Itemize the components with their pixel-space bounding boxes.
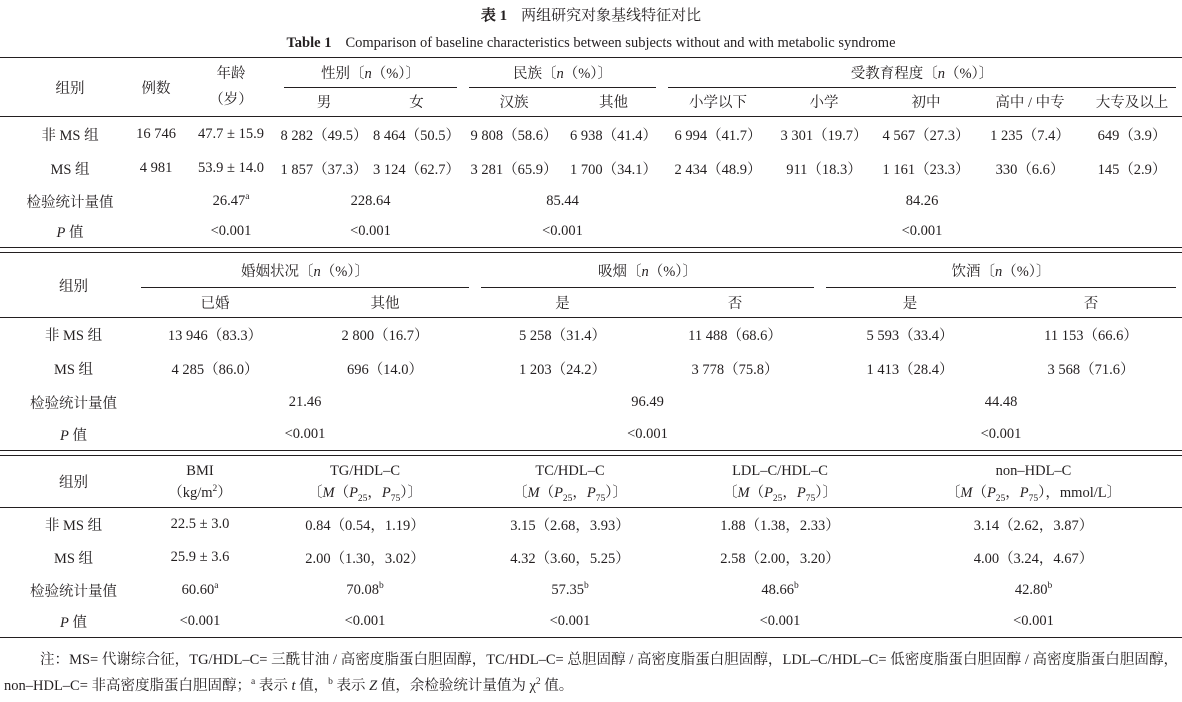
cell-male: 8 282（49.5） <box>278 117 370 152</box>
table-title-en <box>0 32 1182 54</box>
col-header-below-primary: 小学以下 <box>689 95 747 112</box>
italic-text: t <box>291 678 296 694</box>
cell-tc-hdl: 4.32（3.60，5.25） <box>510 550 630 567</box>
text-run: 57.35 <box>551 581 584 598</box>
stat-sex: 228.64 <box>350 192 391 209</box>
subscript: 75 <box>805 493 816 504</box>
cell-below-primary: 6 994（41.7） <box>662 117 774 152</box>
stat-education: 84.26 <box>905 192 939 209</box>
table-label-cn: 表 1 <box>480 8 508 24</box>
superscript: b <box>378 580 384 591</box>
cell-smoking-yes: 5 258（31.4） <box>475 318 650 352</box>
cell-primary: 3 301（19.7） <box>774 117 874 152</box>
col-header-ldl-hdl-line2 <box>675 482 885 504</box>
table-row-ms <box>0 541 1182 574</box>
cell-senior-high: 330（6.6） <box>995 162 1065 178</box>
italic-text: Z <box>369 678 378 694</box>
cell-han: 9 808（58.6） <box>463 117 565 152</box>
col-header-junior-high: 初中 <box>911 95 941 112</box>
col-header-primary: 小学 <box>809 95 839 112</box>
row-label: MS 组 <box>53 362 94 378</box>
italic-text: P <box>986 484 996 501</box>
text-run: 60.60 <box>181 581 215 598</box>
row-label: 检验统计量值 <box>30 583 117 600</box>
table-footnote <box>4 647 1178 699</box>
stat-tg-hdl <box>265 574 465 607</box>
text-run: （%）〕 <box>648 263 698 280</box>
text-run: （%）〕 <box>944 66 994 83</box>
row-label <box>0 217 128 248</box>
subscript: 75 <box>390 493 401 504</box>
col-header-ldl-hdl-line1: LDL–C/HDL–C <box>732 462 828 479</box>
cell-married: 4 285（86.0） <box>171 362 259 378</box>
col-header-ethnicity <box>463 58 662 88</box>
text-run: 婚姻状况〔 <box>240 263 314 280</box>
italic-text: M <box>960 484 973 501</box>
italic-text: P <box>764 484 773 501</box>
text-run: 值 <box>65 225 84 242</box>
text-run: 〔 <box>722 484 738 501</box>
cell-smoking-no: 3 778（75.8） <box>691 362 779 378</box>
col-header-non-hdl-line2 <box>885 482 1182 504</box>
table-part-demographics <box>0 57 1182 248</box>
cell-drinking-no: 3 568（71.6） <box>1047 362 1135 378</box>
cell-smoking-no: 11 488（68.6） <box>650 318 820 352</box>
col-header-smoking <box>475 253 820 288</box>
table-title-cn <box>0 5 1182 27</box>
superscript: a <box>251 677 256 688</box>
table-row-non-ms <box>0 508 1182 541</box>
col-header-group: 组别 <box>59 475 88 491</box>
col-header-age <box>184 58 278 117</box>
cell-college: 145（2.9） <box>1097 162 1167 178</box>
table-label-en: Table 1 <box>286 35 332 51</box>
p-smoking: <0.001 <box>627 425 668 442</box>
col-header-non-hdl <box>885 456 1182 508</box>
table-part-lipids <box>0 455 1182 638</box>
stat-non-hdl <box>885 574 1182 607</box>
table-row-p-value <box>0 607 1182 638</box>
cell-drinking-yes: 1 413（28.4） <box>866 362 954 378</box>
col-header-male: 男 <box>316 95 332 112</box>
col-header-marital-other: 其他 <box>370 295 400 312</box>
col-header-smoking-yes: 是 <box>555 295 570 312</box>
cell-han: 3 281（65.9） <box>470 162 558 178</box>
text-run: （%）〕 <box>320 263 370 280</box>
col-header-college: 大专及以上 <box>1095 95 1169 112</box>
text-run: 〔 <box>945 484 961 501</box>
table-row-non-ms <box>0 117 1182 152</box>
row-label: 非 MS 组 <box>0 508 135 541</box>
cell-tg-hdl: 2.00（1.30，3.02） <box>305 550 425 567</box>
subscript: 75 <box>595 493 606 504</box>
text-run: 值 <box>68 615 87 632</box>
table-row-test-statistic <box>0 386 1182 419</box>
subscript: 25 <box>995 493 1006 504</box>
col-header-tc-hdl <box>465 456 675 508</box>
text-run: （%）〕 <box>1002 263 1051 280</box>
italic-text: n <box>364 66 372 83</box>
superscript: b <box>328 677 333 688</box>
col-header-age-line2: （岁） <box>209 92 253 108</box>
italic-text: n <box>641 263 649 280</box>
italic-text: n <box>994 263 1003 280</box>
col-header-tg-hdl-line1: TG/HDL–C <box>329 462 401 479</box>
row-label: 非 MS 组 <box>0 117 128 152</box>
italic-text: M <box>527 484 540 501</box>
text-run: （ <box>972 484 987 501</box>
stat-marital: 21.46 <box>288 393 322 410</box>
col-header-smoking-no: 否 <box>727 295 743 312</box>
text-run: 42.80 <box>1014 581 1048 598</box>
text-run: 〔 <box>512 484 528 501</box>
p-ethnicity: <0.001 <box>542 223 583 240</box>
col-header-count: 例数 <box>141 80 171 97</box>
superscript: b <box>583 580 589 591</box>
col-header-senior-high: 高中 / 中专 <box>995 95 1065 112</box>
p-tg-hdl: <0.001 <box>344 613 386 630</box>
cell-bmi: 25.9 ± 3.6 <box>170 548 230 565</box>
header-row <box>0 58 1182 88</box>
col-header-tc-hdl-line2 <box>465 482 675 504</box>
cell-male: 1 857（37.3） <box>280 162 368 178</box>
p-education: <0.001 <box>901 223 943 240</box>
stat-smoking: 96.49 <box>631 393 664 410</box>
p-marital: <0.001 <box>284 425 326 442</box>
superscript: b <box>793 580 799 591</box>
text-run: 值 <box>68 427 87 444</box>
col-header-education <box>662 58 1182 88</box>
table-part-lifestyle <box>0 252 1182 451</box>
p-ldl-hdl: <0.001 <box>759 613 801 630</box>
italic-text: P <box>586 484 596 501</box>
text-run: ， <box>572 484 587 501</box>
cell-smoking-yes: 1 203（24.2） <box>519 362 606 378</box>
cell-tg-hdl: 0.84（0.54，1.19） <box>265 508 465 541</box>
text-run: ），mmol/L〕 <box>1038 484 1122 501</box>
text-run: ， <box>782 484 797 501</box>
header-row <box>0 253 1182 288</box>
text-run: （ <box>539 484 555 501</box>
stat-ldl-hdl <box>675 574 885 607</box>
subscript: 25 <box>357 493 368 504</box>
table-row-test-statistic <box>0 186 1182 217</box>
col-header-group: 组别 <box>55 80 85 97</box>
cell-ethnicity-other: 1 700（34.1） <box>570 162 657 178</box>
text-run: ， <box>367 484 382 501</box>
row-label: 非 MS 组 <box>0 318 135 352</box>
col-header-bmi-line1: BMI <box>186 462 214 479</box>
text-run: ） <box>217 484 232 501</box>
italic-text: P <box>60 427 69 444</box>
text-run: 值，余检验统计量值为 χ <box>377 678 536 694</box>
text-run: （ <box>334 484 350 501</box>
text-run: （%）〕 <box>563 66 613 83</box>
text-run: ， <box>1005 484 1020 501</box>
text-run: 性别〔 <box>320 66 365 83</box>
superscript: b <box>1047 580 1053 591</box>
col-header-tc-hdl-line1: TC/HDL–C <box>535 462 605 479</box>
subscript: 25 <box>562 493 573 504</box>
italic-text: P <box>796 484 806 501</box>
cell-drinking-yes: 5 593（33.4） <box>820 318 1000 352</box>
cell-age: 53.9 ± 14.0 <box>198 160 264 176</box>
italic-text: n <box>937 66 945 83</box>
stat-tc-hdl <box>465 574 675 607</box>
row-label: 检验统计量值 <box>26 194 114 211</box>
text-run: 吸烟〔 <box>597 263 642 280</box>
p-sex: <0.001 <box>350 223 391 240</box>
p-non-hdl: <0.001 <box>1013 613 1054 630</box>
text-run: ）〕 <box>400 484 423 501</box>
text-run: （%）〕 <box>371 66 421 83</box>
italic-text: n <box>313 263 321 280</box>
italic-text: M <box>737 484 750 501</box>
text-run: 民族〔 <box>512 66 557 83</box>
header-row <box>0 288 1182 318</box>
p-age: <0.001 <box>210 223 252 240</box>
row-label: 检验统计量值 <box>30 395 117 412</box>
italic-text: P <box>56 225 66 242</box>
col-header-married: 已婚 <box>200 295 230 312</box>
col-header-age-line1: 年龄 <box>216 66 246 82</box>
cell-count: 4 981 <box>139 160 173 176</box>
row-label: MS 组 <box>50 162 90 178</box>
italic-text: P <box>349 484 358 501</box>
subscript: 25 <box>772 493 783 504</box>
cell-non-hdl: 3.14（2.62，3.87） <box>885 508 1182 541</box>
superscript: 2 <box>535 677 541 688</box>
col-header-ldl-hdl <box>675 456 885 508</box>
italic-text: n <box>556 66 564 83</box>
text-run: 值， <box>295 678 329 694</box>
superscript: 2 <box>212 483 218 494</box>
col-header-ethnicity-other: 其他 <box>599 95 628 112</box>
row-label <box>0 607 135 638</box>
superscript: a <box>245 191 250 202</box>
cell-college: 649（3.9） <box>1082 117 1182 152</box>
text-run: （ <box>749 484 765 501</box>
text-run: 26.47 <box>212 192 246 209</box>
text-run: 值。 <box>540 678 574 694</box>
table-row-p-value <box>0 419 1182 451</box>
table-row-test-statistic <box>0 574 1182 607</box>
italic-text: P <box>60 615 69 632</box>
cell-bmi: 22.5 ± 3.0 <box>135 508 265 541</box>
italic-text: P <box>554 484 563 501</box>
col-header-han: 汉族 <box>499 95 529 112</box>
table-row-ms <box>0 352 1182 386</box>
italic-text: P <box>381 484 391 501</box>
col-header-drinking-no: 否 <box>1083 295 1099 312</box>
cell-junior-high: 4 567（27.3） <box>874 117 978 152</box>
p-drinking: <0.001 <box>980 425 1022 442</box>
table-title-text-cn: 两组研究对象基线特征对比 <box>521 8 702 24</box>
stat-drinking: 44.48 <box>984 393 1018 410</box>
cell-female: 3 124（62.7） <box>373 162 460 178</box>
table-row-non-ms <box>0 318 1182 352</box>
cell-non-hdl: 4.00（3.24，4.67） <box>973 550 1094 567</box>
col-header-marital <box>135 253 475 288</box>
table-title-text-en: Comparison of baseline characteristics between subjects without and with metabolic syndrome <box>345 35 896 51</box>
col-header-drinking-yes: 是 <box>902 295 918 312</box>
cell-ethnicity-other: 6 938（41.4） <box>565 117 662 152</box>
col-header-bmi-line2 <box>135 482 265 504</box>
col-header-drinking <box>820 253 1182 288</box>
header-row <box>0 456 1182 508</box>
stat-age <box>184 186 278 217</box>
italic-text: M <box>322 484 335 501</box>
cell-below-primary: 2 434（48.9） <box>674 162 762 178</box>
cell-count: 16 746 <box>128 117 184 152</box>
text-run: ）〕 <box>815 484 838 501</box>
cell-empty <box>128 186 184 217</box>
text-run: 饮酒〔 <box>951 263 995 280</box>
italic-text: P <box>1019 484 1029 501</box>
col-header-tg-hdl-line2 <box>265 482 465 504</box>
cell-marital-other: 696（14.0） <box>346 362 424 378</box>
col-header-non-hdl-line1: non–HDL–C <box>995 462 1072 479</box>
cell-ldl-hdl: 2.58（2.00，3.20） <box>720 550 840 567</box>
cell-married: 13 946（83.3） <box>135 318 295 352</box>
cell-senior-high: 1 235（7.4） <box>978 117 1082 152</box>
col-header-female: 女 <box>409 95 424 112</box>
cell-female: 8 464（50.5） <box>370 117 463 152</box>
text-run: 〔 <box>307 484 323 501</box>
p-bmi: <0.001 <box>179 613 221 630</box>
cell-ldl-hdl: 1.88（1.38，2.33） <box>675 508 885 541</box>
cell-junior-high: 1 161（23.3） <box>882 162 970 178</box>
cell-drinking-no: 11 153（66.6） <box>1000 318 1182 352</box>
stat-bmi <box>135 574 265 607</box>
subscript: 75 <box>1028 493 1039 504</box>
text-run: 表示 <box>255 678 292 694</box>
col-header-sex <box>278 58 463 88</box>
col-header-tg-hdl <box>265 456 465 508</box>
table-row-ms <box>0 152 1182 186</box>
text-run: 70.08 <box>346 581 379 598</box>
stat-ethnicity: 85.44 <box>546 192 579 209</box>
text-run: 受教育程度〔 <box>850 66 938 83</box>
cell-tc-hdl: 3.15（2.68，3.93） <box>465 508 675 541</box>
text-run: 注：MS= 代谢综合征，TG/HDL–C= 三酰甘油 / 高密度脂蛋白胆固醇，TC/HDL–C= 总胆固醇 / 高密度脂蛋白胆固醇，LDL–C/HDL–C= 低密度脂蛋白胆固醇 / 高密度脂蛋白胆固醇，non–HDL–C= 非高密度脂蛋白胆固醇； <box>4 652 1178 694</box>
cell-empty <box>128 217 184 248</box>
text-run: 表示 <box>332 678 370 694</box>
p-tc-hdl: <0.001 <box>549 613 591 630</box>
superscript: a <box>214 580 219 591</box>
col-header-bmi <box>135 456 265 508</box>
col-header-group: 组别 <box>59 278 88 295</box>
table-row-p-value <box>0 217 1182 248</box>
text-run: ）〕 <box>605 484 628 501</box>
cell-primary: 911（18.3） <box>786 162 862 178</box>
cell-age: 47.7 ± 15.9 <box>184 117 278 152</box>
row-label: MS 组 <box>53 550 94 567</box>
row-label <box>0 419 135 451</box>
cell-marital-other: 2 800（16.7） <box>295 318 475 352</box>
text-run: 48.66 <box>761 581 794 598</box>
text-run: （kg/m <box>168 484 213 501</box>
